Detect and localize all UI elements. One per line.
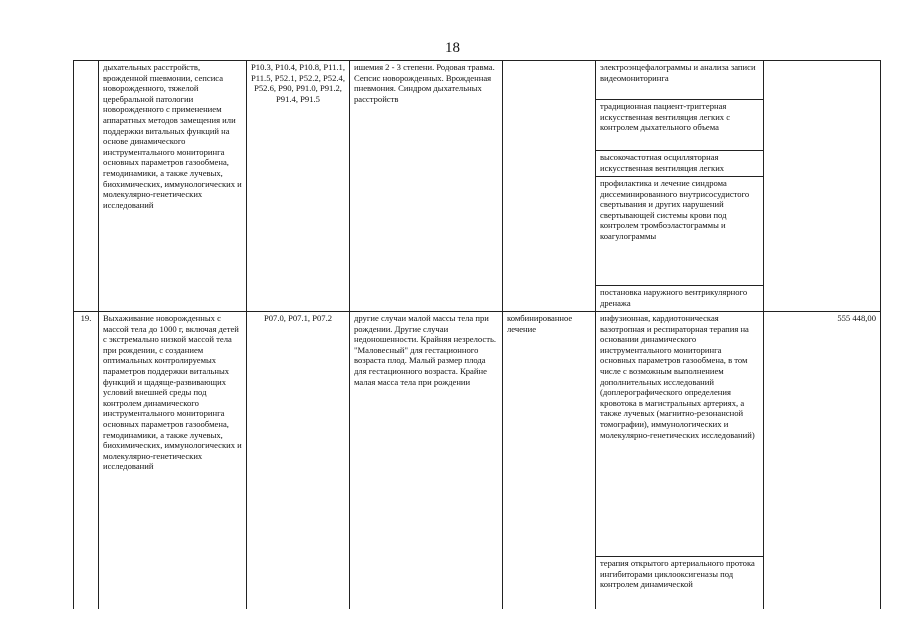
row-description: Выхаживание новорожденных с массой тела до 1000 г, включая детей с экстремально низкой массой тела при рождении, с созданием оптимальных контролируемых параметров поддержки витальных функций и щадяще-развивающих условий внешней среды под контролем динамического инструментального мониторинга основных параметров газообмена, гемодинамики, а также лучевых, биохимических, иммунологических и молекулярно-генетических исследований (99, 312, 247, 609)
row-description: дыхательных расстройств, врожденной пневмонии, сепсиса новорожденного, тяжелой церебральной патологии новорожденного с применением аппаратных методов замещения или поддержки витальных функций на основе динамического инструментального мониторинга основных параметров газообмена, гемодинамики, а также лучевых, биохимических, иммунологических и молекулярно-генетических исследований (99, 61, 247, 312)
table-row (74, 61, 881, 312)
page-number: 18 (445, 40, 460, 56)
row-number: 19. (74, 312, 99, 609)
method-item: традиционная пациент-триггерная искусственная вентиляция легких с контролем дыхательного объема (596, 100, 763, 151)
vmp-table (73, 60, 881, 609)
row-patient-model: другие случаи малой массы тела при рождении. Другие случаи недоношенности. Крайняя незрелость. "Маловесный" для гестационного возраста плод. Малый размер плода для гестационного возраста. Крайне малая масса тела при рождении (350, 312, 503, 609)
row-price: 555 448,00 (764, 312, 881, 609)
row-methods (596, 61, 764, 312)
row-number (74, 61, 99, 312)
method-item: высокочастотная осцилляторная искусственная вентиляция легких (596, 151, 763, 177)
row-icd-codes: P10.3, P10.4, P10.8, P11.1, P11.5, P52.1, P52.2, P52.4, P52.6, P90, P91.0, P91.2, P91.4, P91.5 (247, 61, 350, 312)
method-item: инфузионная, кардиотоническая вазотропная и респираторная терапия на основании динамического инструментального мониторинга основных параметров газообмена, в том числе с возможным выполнением дополнительных исследований (доплерографического определения кровотока в магистральных артериях, а также лучевых (магнитно-резонансной томографии), иммунологических и молекулярно-генетических исследований) (596, 312, 763, 557)
table-row (74, 312, 881, 609)
row-treatment-type (503, 61, 596, 312)
row-icd-codes: P07.0, P07.1, P07.2 (247, 312, 350, 609)
method-item: электроэнцефалограммы и анализа записи видеомониторинга (596, 61, 763, 100)
row-price (764, 61, 881, 312)
method-item: профилактика и лечение синдрома диссеминированного внутрисосудистого свертывания и других нарушений свертывающей системы крови под контролем тромбоэластограммы и коагулограммы (596, 177, 763, 286)
row-patient-model: ишемия 2 - 3 степени. Родовая травма. Сепсис новорожденных. Врожденная пневмония. Синдром дыхательных расстройств (350, 61, 503, 312)
method-item: терапия открытого артериального протока ингибиторами циклооксигеназы под контролем динамической (600, 558, 755, 590)
method-item: постановка наружного вентрикулярного дренажа (600, 287, 748, 308)
row-treatment-type: комбинированное лечение (503, 312, 596, 609)
row-methods (596, 312, 764, 609)
